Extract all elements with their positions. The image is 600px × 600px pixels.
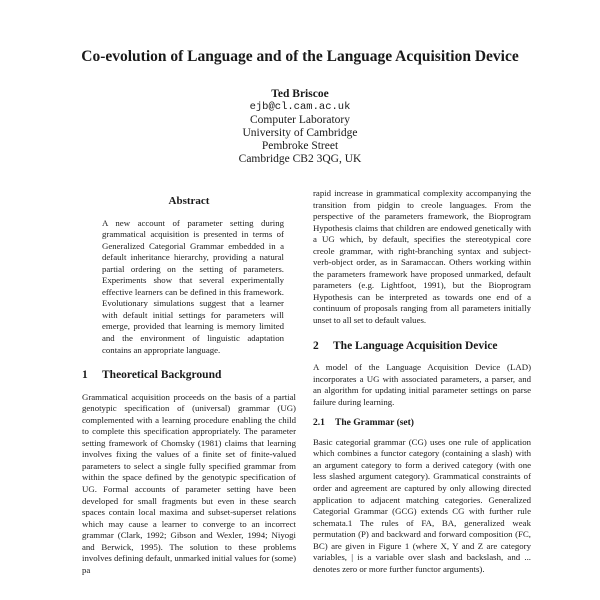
- abstract-text: [82, 218, 296, 357]
- section-2-1-paragraph: Basic categorial grammar (CG) uses one rule of application which combines a functor category (containing a slash) with an argument category to form a derived category (with one less slashed argument category). Grammatical constraints of order and agreement are captured by only allowing directed application to adjacent matching categories. Generalized Categorial Grammar (GCG) extends CG with further rule schemata.1 The rules of FA, BA, generalized weak permutation (P) and backward and forward composition (FC, BC) are given in Figure 1 (where X, Y and Z are category variables, | is a variable over slash and backslash, and ... denotes zero or more further functor arguments).: [313, 436, 531, 574]
- author-block: [0, 88, 600, 166]
- right-column: [313, 188, 531, 592]
- section-number: 1: [82, 369, 88, 382]
- affiliation-line: Cambridge CB2 3QG, UK: [238, 153, 362, 165]
- author-name: Ted Briscoe: [271, 88, 329, 100]
- section-1-continued: rapid increase in grammatical complexity accompanying the transition from pidgin to creole languages. From the perspective of the parameters framework, the Bioprogram Hypothesis claims that children are endowed genetically with a UG which, by default, specifies the stereotypical core creole grammar, with right-branching syntax and subject-verb-object order, as in Saramaccan. Others working within the parameters framework have proposed unmarked, default parameters (e.g. Lightfoot, 1991), but the Bioprogram Hypothesis can be interpreted as towards one end of a continuum of proposals ranging from all parameters initially unset to all set to default values.: [313, 188, 531, 326]
- subsection-number: 2.1: [313, 418, 325, 429]
- section-1-paragraph: Grammatical acquisition proceeds on the basis of a partial genotypic specification of (universal) grammar (UG) complemented with a learning procedure enabling the child to complete this specification appropriately. The parameter setting framework of Chomsky (1981) claims that learning involves fixing the values of a finite set of finite-valued parameters to select a single fully specified grammar from within the space defined by the genotypic specification of UG. Formal accounts of parameter setting have been developed for small fragments but even in these search spaces contain local maxima and subset-superset relations which may cause a learner to converge to an incorrect grammar (Clark, 1992; Gibson and Wexler, 1994; Niyogi and Berwick, 1995). The solution to these problems involves defining default, unmarked initial values for (some) pa: [82, 391, 296, 575]
- affiliation-line: Computer Laboratory: [250, 114, 350, 126]
- section-2-1-heading: [313, 418, 531, 430]
- abstract-paragraph: A new account of parameter setting during grammatical acquisition is presented in terms of Generalized Categorial Grammar embedded in a default inheritance hierarchy, providing a natural partial ordering on the setting of parameters. Experiments show that several experimentally effective learners can be defined in this framework. Evolutionary simulations suggest that a learner with default initial settings for parameters will emerge, provided that learning is memory limited and the environment of linguistic adaptation contains an appropriate language.: [102, 217, 284, 355]
- left-column: [82, 195, 296, 575]
- section-2-heading: [313, 341, 531, 353]
- right-column-body: [313, 188, 531, 592]
- section-2-paragraph: A model of the Language Acquisition Device (LAD) incorporates a UG with associated parameters, a parser, and an algorithm for updating initial parameter settings on parse failure during learning.: [313, 362, 531, 407]
- author-email: ejb@cl.cam.ac.uk: [249, 101, 351, 113]
- section-title: The Language Acquisition Device: [333, 339, 498, 352]
- affiliation-line: University of Cambridge: [242, 127, 358, 139]
- abstract-heading: Abstract: [168, 195, 210, 207]
- section-1-body: [82, 391, 296, 575]
- section-1-heading: [82, 370, 296, 382]
- affiliation-line: Pembroke Street: [261, 140, 339, 152]
- paper-title: Co-evolution of Language and of the Language Acquisition Device: [81, 48, 519, 65]
- subsection-title: The Grammar (set): [335, 418, 414, 429]
- section-title: Theoretical Background: [102, 369, 222, 382]
- section-number: 2: [313, 339, 319, 352]
